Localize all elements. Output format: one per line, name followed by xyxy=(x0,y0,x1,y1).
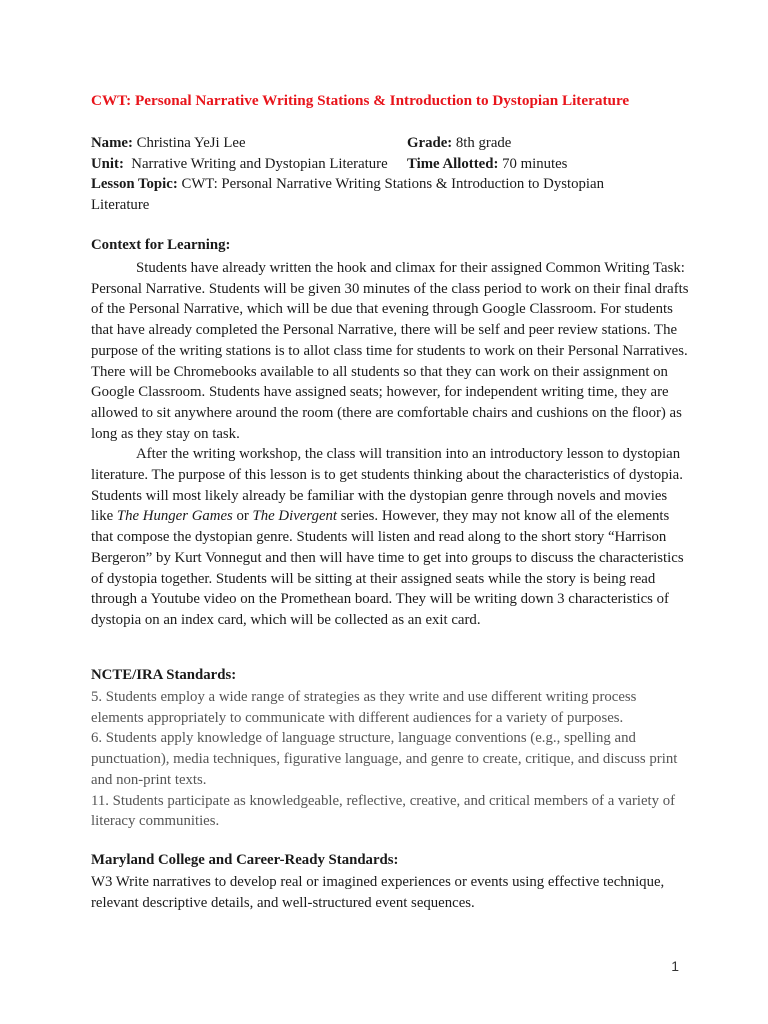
ncte-standard-5: 5. Students employ a wide range of strategies as they write and use different writing process elements appropriately to communicate with different audiences for a variety of purposes. xyxy=(91,689,637,726)
topic-label: Lesson Topic: xyxy=(91,176,178,193)
unit-value: Narrative Writing and Dystopian Literature xyxy=(131,155,388,172)
context-p2-text-c: series. However, they may not know all of the elements that compose the dystopian genre. Students will listen and read along to the short story “Harrison Bergeron” by Kurt Vonnegut and then will have time to get into groups to discuss the characteristics of dystopia together. Students will be sitting at their assigned seats while the story is being read through a Youtube video on the Promethean board. They will be writing down 3 characteristics of dystopia on an index card, which will be collected as an exit card. xyxy=(91,508,684,628)
context-paragraph-2 xyxy=(91,444,691,630)
divergent-title: The Divergent xyxy=(252,508,338,525)
context-body xyxy=(91,258,691,631)
context-paragraph-1: Students have already written the hook and climax for their assigned Common Writing Task: Personal Narrative. Students will be given 30 minutes of the class period to work on their final drafts of the Personal Narrative, which will be due that evening through Google Classroom. For students that have already completed the Personal Narrative, there will be self and peer review stations. The purpose of the writing stations is to allot class time for students to work on their Personal Narratives. There will be Chromebooks available to all students so that they can work on their assignment on Google Classroom. Students have assigned seats; however, for independent writing time, they are allowed to sit anywhere around the room (there are comfortable chairs and cushions on the floor) as long as they stay on task. xyxy=(91,260,689,442)
ncte-standard-11: 11. Students participate as knowledgeable, reflective, creative, and critical members of a variety of literacy communities. xyxy=(91,792,676,830)
time-label: Time Allotted: xyxy=(407,155,499,172)
grade-label: Grade: xyxy=(407,135,453,151)
document-title: CWT: Personal Narrative Writing Stations & Introduction to Dystopian Literature xyxy=(91,92,630,109)
context-p2-text-a: After the writing workshop, the class will transition into an introductory lesson to dystopian literature. The purpose of this lesson is to get students thinking about the characteristics of dystopia. Students will most likely already be familiar with the dystopian genre through novels and movies like xyxy=(91,446,683,525)
meta-row-topic xyxy=(91,174,631,215)
time-field xyxy=(407,154,567,175)
meta-row-name xyxy=(91,133,691,154)
maryland-standard-w3: W3 Write narratives to develop real or imagined experiences or events using effective technique, relevant descriptive details, and well-structured event sequences. xyxy=(91,874,665,911)
maryland-heading: Maryland College and Career-Ready Standards: xyxy=(91,852,399,868)
name-value: Christina YeJi Lee xyxy=(136,135,246,151)
hunger-games-title: The Hunger Games xyxy=(116,508,233,525)
grade-field xyxy=(407,133,511,154)
name-label: Name: xyxy=(91,135,133,151)
context-p2-text-b: or xyxy=(232,508,253,525)
ncte-heading: NCTE/IRA Standards: xyxy=(91,667,237,683)
topic-value: CWT: Personal Narrative Writing Stations & Introduction to Dystopian Literature xyxy=(91,176,604,213)
lesson-meta xyxy=(91,133,691,215)
page-number: 1 xyxy=(671,958,679,974)
ncte-standard-6: 6. Students apply knowledge of language structure, language conventions (e.g., spelling and punctuation), media techniques, figurative language, and genre to create, critique, and discuss print and non-print texts. xyxy=(91,730,678,788)
meta-row-unit xyxy=(91,154,691,175)
unit-label: Unit: xyxy=(91,155,124,172)
time-value: 70 minutes xyxy=(502,155,568,172)
context-heading: Context for Learning: xyxy=(91,237,231,253)
grade-value: 8th grade xyxy=(455,135,512,151)
ncte-standards-list xyxy=(91,687,691,832)
